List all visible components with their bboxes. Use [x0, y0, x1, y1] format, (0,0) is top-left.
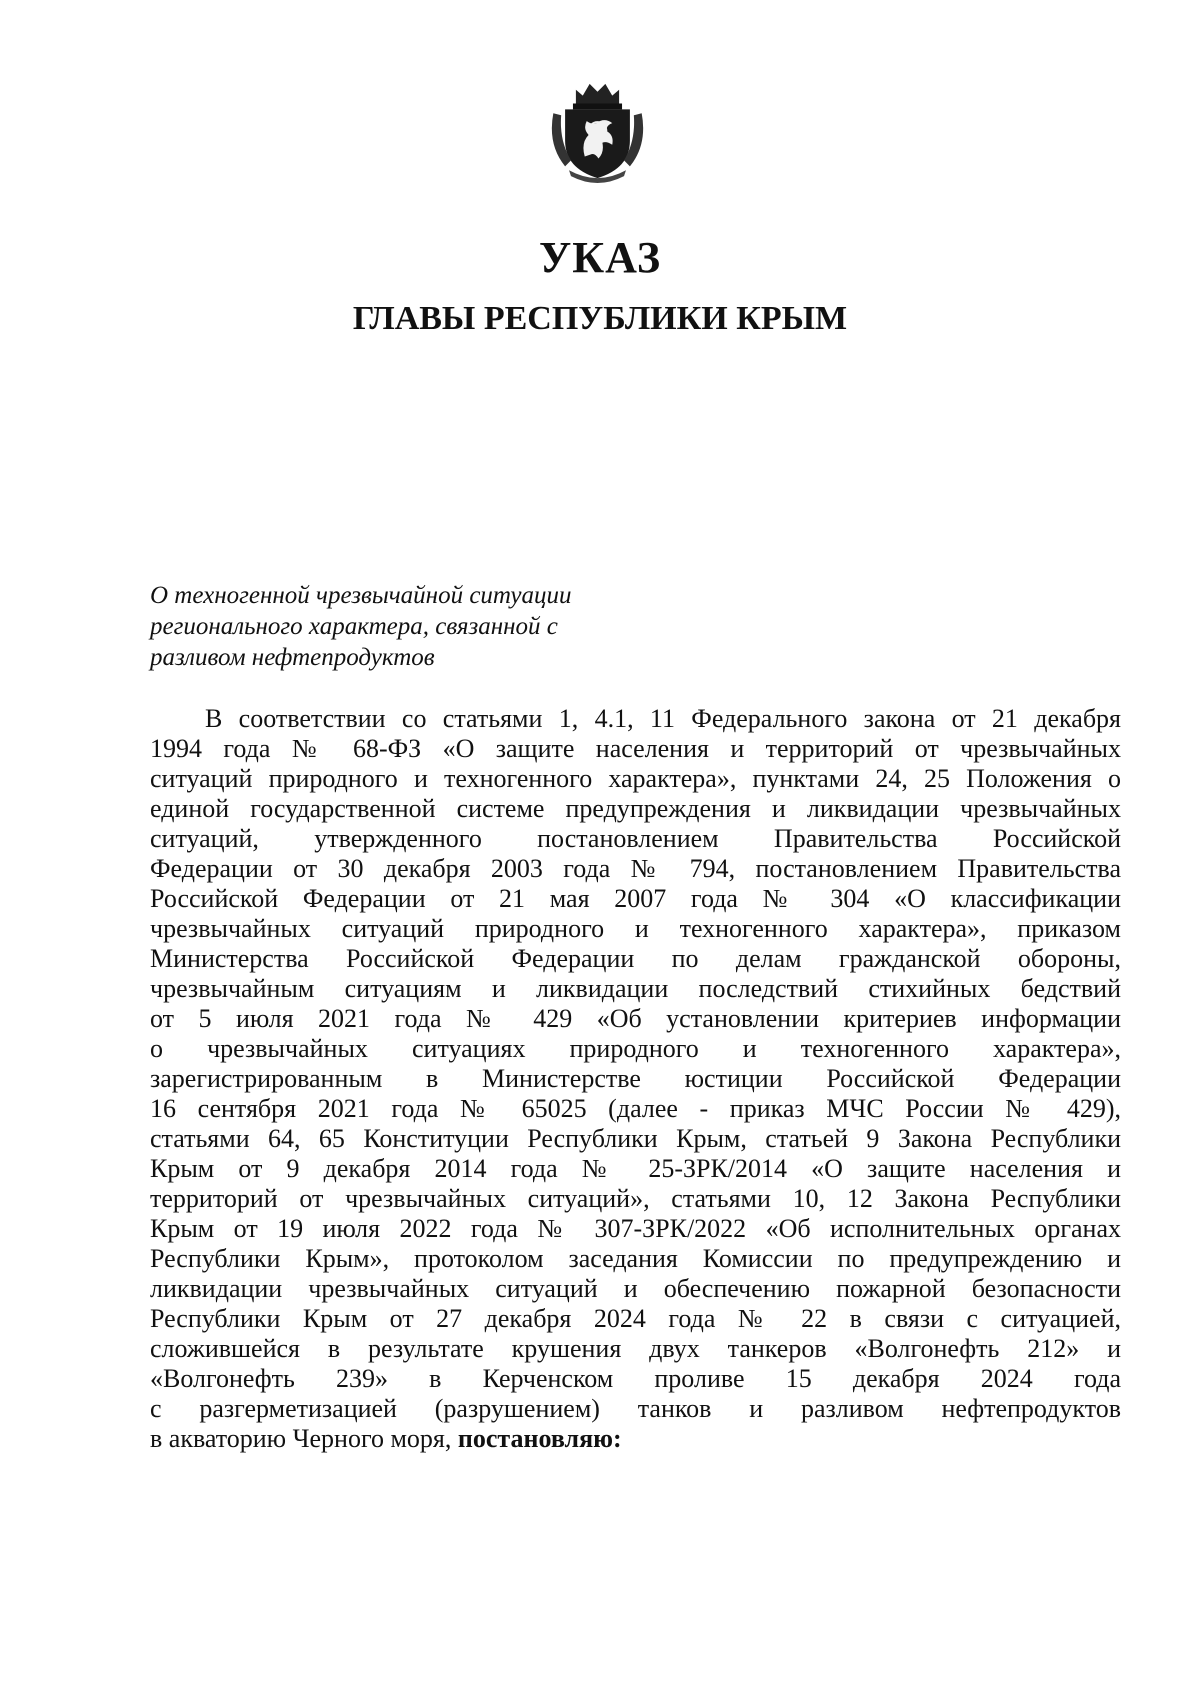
body-line: Республики Крым», протоколом заседания Комиссии по предупреждению и	[150, 1244, 1121, 1273]
document-topic	[150, 580, 670, 673]
body-line: с разгерметизацией (разрушением) танков и разливом нефтепродуктов	[150, 1394, 1121, 1423]
body-line: Крым от 9 декабря 2014 года № 25-ЗРК/2014 «О защите населения и	[150, 1154, 1121, 1183]
document-body	[150, 704, 1121, 1454]
body-line: Крым от 19 июля 2022 года № 307-ЗРК/2022 «Об исполнительных органах	[150, 1214, 1121, 1243]
body-line: Министерства Российской Федерации по делам гражданской обороны,	[150, 944, 1121, 973]
topic-line: разливом нефтепродуктов	[150, 644, 435, 671]
body-line: ситуаций природного и техногенного характера», пунктами 24, 25 Положения о	[150, 764, 1121, 793]
body-line: чрезвычайным ситуациям и ликвидации последствий стихийных бедствий	[150, 974, 1121, 1003]
body-line: о чрезвычайных ситуациях природного и техногенного характера»,	[150, 1034, 1121, 1063]
body-line: Российской Федерации от 21 мая 2007 года № 304 «О классификации	[150, 884, 1121, 913]
body-line: 16 сентября 2021 года № 65025 (далее - приказ МЧС России № 429),	[150, 1094, 1121, 1123]
body-line: сложившейся в результате крушения двух танкеров «Волгонефть 212» и	[150, 1334, 1121, 1363]
topic-line: регионального характера, связанной с	[150, 613, 558, 640]
body-line: Федерации от 30 декабря 2003 года № 794, постановлением Правительства	[150, 854, 1121, 883]
body-line: статьями 64, 65 Конституции Республики Крым, статьей 9 Закона Республики	[150, 1124, 1121, 1153]
body-line: территорий от чрезвычайных ситуаций», статьями 10, 12 Закона Республики	[150, 1184, 1121, 1213]
body-line: единой государственной системе предупреждения и ликвидации чрезвычайных	[150, 794, 1121, 823]
document-title: УКАЗ	[538, 233, 662, 282]
body-line: от 5 июля 2021 года № 429 «Об установлении критериев информации	[150, 1004, 1121, 1033]
body-line: 1994 года № 68-ФЗ «О защите населения и территорий от чрезвычайных	[150, 734, 1121, 763]
body-final-line	[150, 1424, 1121, 1454]
topic-line: О техногенной чрезвычайной ситуации	[150, 582, 572, 609]
body-line: чрезвычайных ситуаций природного и техногенного характера», приказом	[150, 914, 1121, 943]
body-line: «Волгонефть 239» в Керченском проливе 15 декабря 2024 года	[150, 1364, 1121, 1393]
document-subtitle: ГЛАВЫ РЕСПУБЛИКИ КРЫМ	[352, 300, 848, 337]
body-line: ситуаций, утвержденного постановлением Правительства Российской	[150, 824, 1121, 853]
body-line: ликвидации чрезвычайных ситуаций и обеспечению пожарной безопасности	[150, 1274, 1121, 1303]
final-line-text: в акваторию Черного моря,	[150, 1424, 458, 1453]
body-line: Республики Крым от 27 декабря 2024 года № 22 в связи с ситуацией,	[150, 1304, 1121, 1333]
body-line: зарегистрированным в Министерстве юстиции Российской Федерации	[150, 1064, 1121, 1093]
body-line: В соответствии со статьями 1, 4.1, 11 Федерального закона от 21 декабря	[205, 704, 1121, 733]
crimea-coat-of-arms-icon	[543, 76, 652, 184]
decree-keyword: постановляю:	[457, 1424, 622, 1453]
